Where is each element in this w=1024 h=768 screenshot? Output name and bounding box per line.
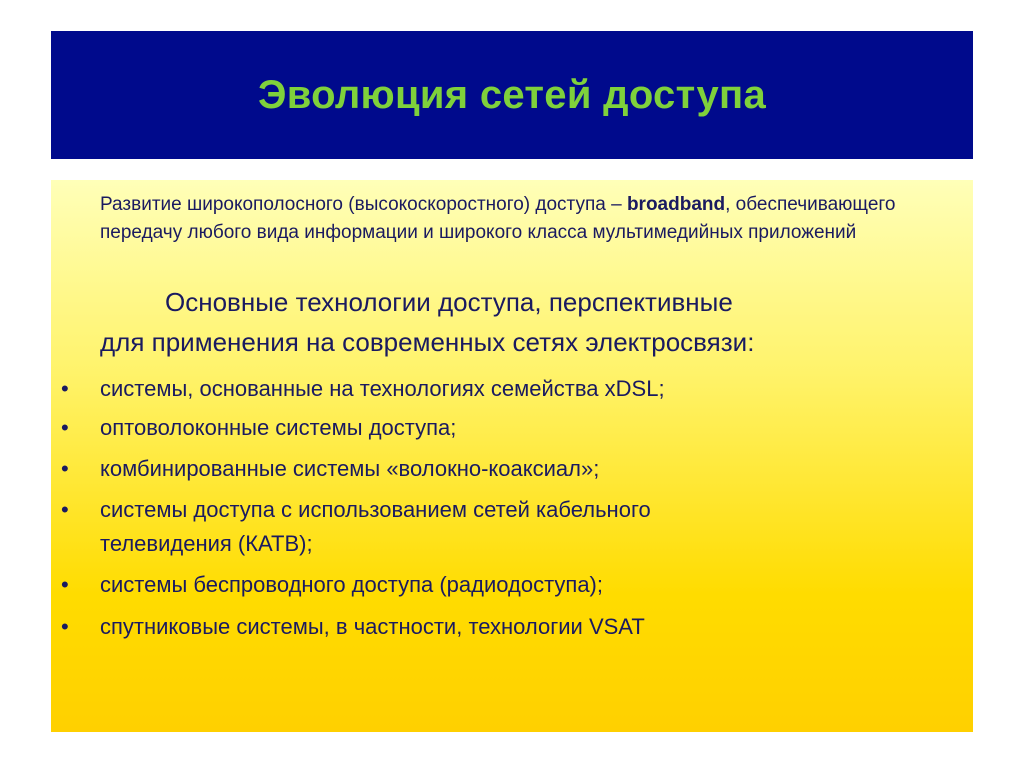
section-heading-line-2: для применения на современных сетях электросвязи: xyxy=(100,327,755,357)
section-heading-line-1: Основные технологии доступа, перспективные xyxy=(165,287,733,317)
bullet-icon: • xyxy=(61,376,69,401)
bullet-icon: • xyxy=(61,572,69,597)
bullet-icon: • xyxy=(61,456,69,481)
bullet-text: спутниковые системы, в частности, технологии VSAT xyxy=(100,614,645,639)
bullet-text: системы, основанные на технологиях семейства xDSL; xyxy=(100,376,665,401)
intro-paragraph xyxy=(100,191,970,247)
intro-broadband-term: broadband xyxy=(626,194,726,215)
intro-text-end: , обеспечивающего передачу любого вида информации и широкого класса мультимедийных приложений xyxy=(100,194,896,243)
slide-title: Эволюция сетей доступа xyxy=(257,72,767,117)
bullet-text-continued: телевидения (КАТВ); xyxy=(100,531,313,556)
bullet-text: комбинированные системы «волокно-коаксиал»; xyxy=(100,456,600,481)
bullet-text: системы беспроводного доступа (радиодоступа); xyxy=(100,572,603,597)
title-banner xyxy=(51,31,973,159)
bullet-icon: • xyxy=(61,497,69,522)
bullet-text: оптоволоконные системы доступа; xyxy=(100,415,457,440)
bullet-icon: • xyxy=(61,415,69,440)
bullet-text: системы доступа с использованием сетей кабельного xyxy=(100,497,651,522)
bullet-icon: • xyxy=(61,614,69,639)
intro-text-start: Развитие широкополосного (высокоскоростного) доступа – xyxy=(100,194,627,215)
